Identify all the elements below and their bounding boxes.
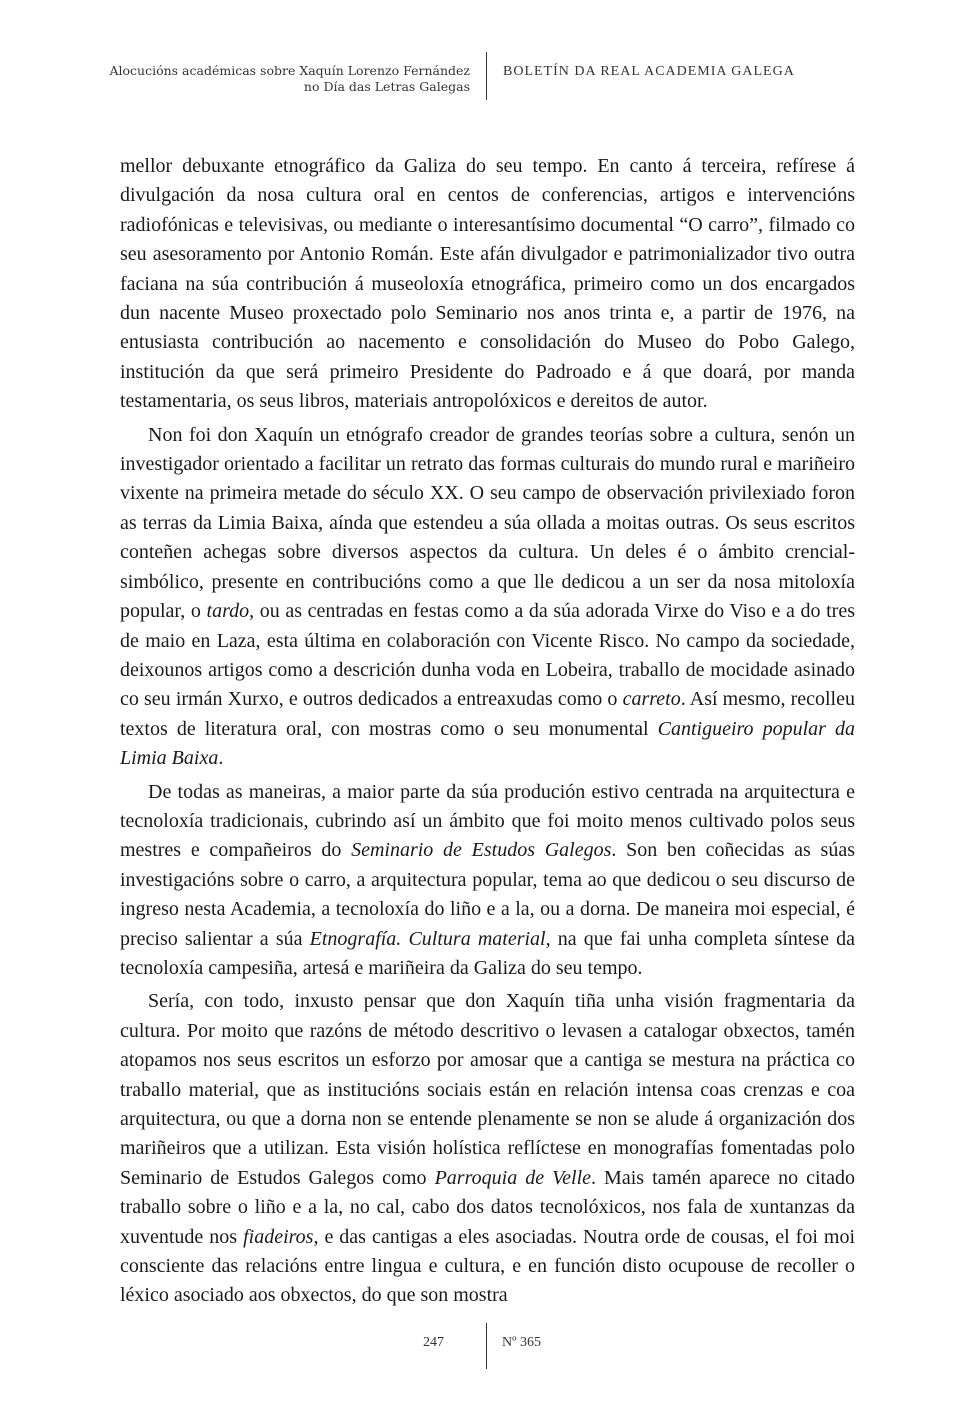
text-run: na que fai unha completa síntese da tecnoloxía campesiña, artesá e mariñeira da Galiza do seu tempo. (120, 927, 855, 979)
page-number: 247 (423, 1335, 444, 1350)
journal-title: BOLETÍN DA REAL ACADEMIA GALEGA (503, 64, 795, 79)
text-run: , ou as centradas en festas como a da súa adorada Virxe do Viso e a do tres de maio en Laza, esta última en colaboración con Vicente Risco. No campo da sociedade, deixounos artigos como a descrición dunha voda en Lobeira, traballo de mocidade asinado co seu irmán Xurxo, e outros dedicados a entreaxudas como o (120, 600, 856, 711)
issue-number: Nº 365 (502, 1335, 541, 1350)
italic-text: tardo (206, 600, 250, 623)
running-header-line-1: Alocucións académicas sobre Xaquín Lorenzo Fernández (109, 63, 470, 78)
text-run: , e das cantigas a eles asociadas. Noutra orde de cousas, el foi moi consciente das relacións entre lingua e cultura, e en función disto ocupouse de recoller o léxico asociado aos obxectos, do que son mostra (120, 1225, 856, 1307)
paragraph (120, 778, 855, 984)
italic-text: carreto (622, 688, 681, 711)
text-run: mellor debuxante etnográfico da Galiza do seu tempo. En canto á terceira, refírese á divulgación da nosa cultura oral en centos de conferencias, artigos e intervencións radiofónicas e televisivas, ou mediante o interesantísimo documental “O carro”, filmado co seu asesoramento por Antonio Román. Este afán divulgador e patrimonializador tivo outra faciana na súa contribución á museoloxía etnográfica, primeiro como un dos encargados dun nacente Museo proxectado polo Seminario nos anos trinta e, a partir de 1976, na entusiasta contribución ao nacemento e consolidación do Museo do Pobo Galego, institución da que será primeiro Presidente do Padroado e á que doará, por manda testamentaria, os seus libros, materiais antropolóxicos e dereitos de autor. (120, 155, 855, 413)
text-run: De todas as maneiras, a maior parte da súa produción estivo centrada na arquitectura e tecnoloxía tradicionais, cubrindo así un ámbito que foi moito menos cultivado polos seus mestres e compañeiros do (120, 780, 855, 862)
running-header-left (90, 63, 470, 95)
italic-text: Seminario de Estudos Galegos (351, 839, 612, 862)
text-run: Non foi don Xaquín un etnógrafo creador de grandes teorías sobre a cultura, senón un investigador orientado a facilitar un retrato das formas culturais do mundo rural e mariñeiro vixente na primeira metade do século XX. O seu campo de observación privilexiado foron as terras da Limia Baixa, aínda que estendeu a súa ollada a moitas outras. Os seus escritos conteñen achegas sobre diversos aspectos da cultura. Un deles é o ámbito crencial-simbólico, presente en contribucións como a que lle dedicou a un ser da nosa mitoloxía popular, o (120, 423, 855, 623)
italic-text: Etnografía. Cultura material, (309, 927, 551, 950)
paragraph (120, 152, 855, 417)
running-header-line-2: no Día das Letras Galegas (303, 79, 470, 94)
text-run: . Mais tamén aparece no citado traballo sobre o liño e a la, no cal, cabo dos datos tecnolóxicos, nos fala de xuntanzas da xuventude nos (120, 1166, 855, 1248)
text-run: . Así mesmo, recolleu textos de literatura oral, con mostras como o seu monumental (120, 688, 855, 740)
paragraph (120, 421, 855, 774)
text-run: Sería, con todo, inxusto pensar que don Xaquín tiña unha visión fragmentaria da cultura. Por moito que razóns de método descritivo o levasen a catalogar obxectos, tamén atopamos nos seus escritos un esforzo por amosar que a cantiga se mestura na práctica co traballo material, que as institucións sociais están en relación intensa coas crenzas e coa arquitectura, ou que a dorna non se entende plenamente se non se alude á organización dos mariñeiros que a utilizan. Esta visión holística reflíctese en monografías fomentadas polo Seminario de Estudos Galegos como (120, 990, 855, 1189)
paragraph (120, 987, 855, 1310)
text-run: . (218, 747, 224, 770)
italic-text: fiadeiros (243, 1225, 314, 1248)
header-divider (486, 52, 487, 100)
italic-text: Parroquia de Velle (434, 1166, 592, 1189)
italic-text: Cantigueiro popular da Limia Baixa (120, 717, 855, 770)
footer-divider (486, 1323, 487, 1369)
text-run: . Son ben coñecidas as súas investigacións sobre o carro, a arquitectura popular, tema ao que dedicou o seu discurso de ingreso nesta Academia, a tecnoloxía do liño e a la, ou a dorna. De maneira moi especial, é preciso salientar a súa (120, 839, 856, 950)
article-body (120, 152, 855, 1311)
